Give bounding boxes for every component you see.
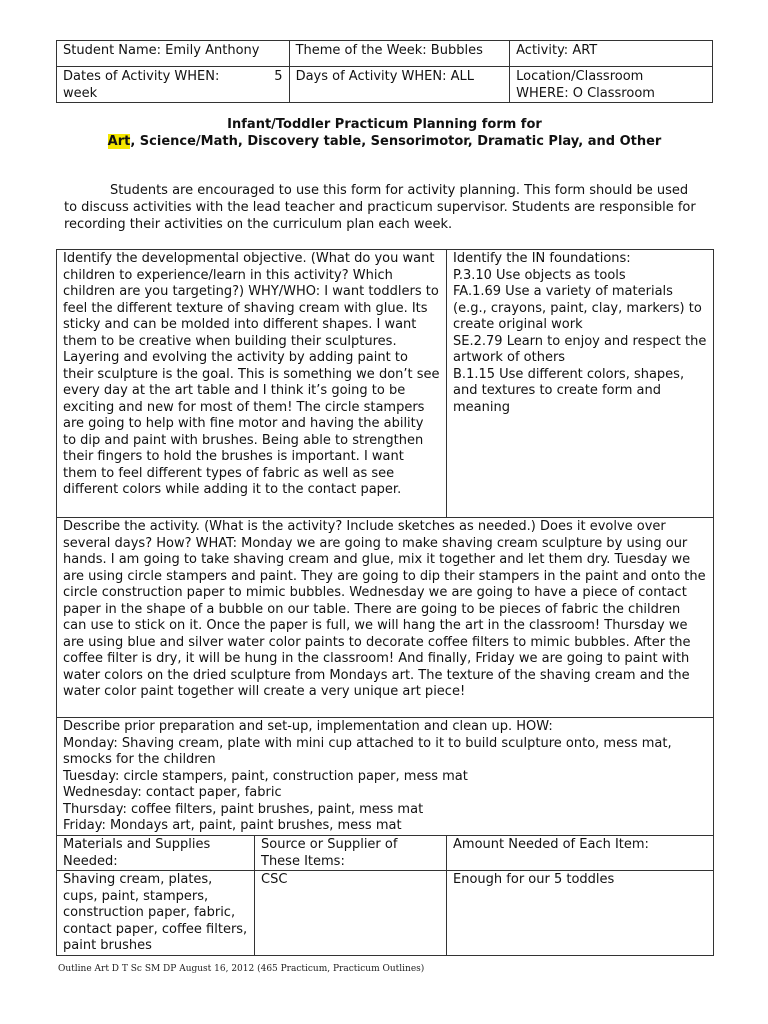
activity-cell [510,41,713,67]
days-cell [289,67,510,103]
foundation-item: B.1.15 Use different colors, shapes, and textures to create form and meaning [453,366,685,415]
describe-cell [57,518,714,718]
dates-value: 5 [274,69,283,84]
prep-day: Thursday: coffee filters, paint brushes, paint, mess mat [63,801,424,817]
prep-day: Monday: Shaving cream, plate with mini cup attached to it to build sculpture onto, mess mat, smocks for the children [63,735,672,767]
theme-cell [289,41,510,67]
dates-label: Dates of Activity WHEN: [63,69,220,84]
prep-day: Tuesday: circle stampers, paint, construction paper, mess mat [63,768,468,784]
foundation-item: FA.1.69 Use a variety of materials (e.g., crayons, paint, clay, markers) to create original work [453,284,702,332]
dates-cell [57,67,290,103]
location-line-2: WHERE: O Classroom [516,86,655,101]
amount-value [447,871,714,956]
amount-header-text: Amount Needed of Each Item: [453,837,649,852]
objective-cell [57,250,447,518]
planning-table [56,249,714,956]
materials-value-row [57,871,714,956]
prep-row [57,718,714,836]
form-title-line-2-rest: , Science/Math, Discovery table, Sensorimotor, Dramatic Play, and Other [130,134,662,149]
student-name: Student Name: Emily Anthony [63,43,260,58]
days-of-activity: Days of Activity WHEN: ALL [295,69,475,84]
art-highlight: Art [107,134,131,149]
prep-day: Wednesday: contact paper, fabric [63,785,282,800]
amount-value-text: Enough for our 5 toddles [453,872,615,887]
foundation-item: SE.2.79 Learn to enjoy and respect the artwork of others [453,333,707,365]
prep-heading: Describe prior preparation and set-up, implementation and clean up. HOW: [63,719,553,734]
foundation-item: P.3.10 Use objects as tools [453,267,626,283]
info-row-2 [57,67,713,103]
objective-row [57,250,714,518]
intro-text: Students are encouraged to use this form for activity planning. This form should be used to discuss activities with the lead teacher and practicum supervisor. Students are responsible for recording their activities on the curriculum plan each week. [64,183,696,232]
describe-text: Describe the activity. (What is the activity? Include sketches as needed.) Does it evolve over several days? How? WHAT: Monday we are going to make shaving cream sculpture by using our hands. I am going to take shaving cream and glue, mix it together and let them dry. Tuesday we are using circle stampers and paint. They are going to dip their stampers in the paint and onto the circle construction paper to mimic bubbles. Wednesday we are going to have a piece of contact paper in the shape of a bubble on our table. There are going to be pieces of fabric the children can use to stick on it. Once the paper is full, we will hang the art in the classroom! Thursday we are using blue and silver water color paints to decorate coffee filters to mimic bubbles. After the coffee filter is dry, it will be hung in the classroom! And finally, Friday we are going to paint with water colors on the dried sculpture from Mondays art. The texture of the shaving cream and the water color paint together will create a very unique art piece! [63,519,706,699]
amount-header [447,836,714,871]
source-value-text: CSC [261,872,288,887]
foundations-cell [447,250,714,518]
materials-header-row [57,836,714,871]
location-cell [510,67,713,103]
theme-of-week: Theme of the Week: Bubbles [295,43,483,58]
prep-day: Friday: Mondays art, paint, paint brushes, mess mat [63,818,402,833]
form-title [56,116,713,150]
info-row-1 [57,41,713,67]
source-value [255,871,447,956]
materials-value [57,871,255,956]
materials-value-text: Shaving cream, plates, cups, paint, stampers, construction paper, fabric, contact paper, coffee filters, paint brushes [63,872,248,953]
materials-header-text: Materials and Supplies Needed: [63,837,211,869]
dates-unit: week [63,86,98,101]
location-line-1: Location/Classroom [516,69,644,84]
foundations-heading: Identify the IN foundations: [453,251,631,266]
describe-row [57,518,714,718]
source-header-text: Source or Supplier of These Items: [261,837,398,869]
intro-paragraph [64,182,704,233]
info-table [56,40,713,103]
form-title-line-2 [56,133,713,150]
materials-header [57,836,255,871]
source-header [255,836,447,871]
activity-type: Activity: ART [516,43,598,58]
prep-cell [57,718,714,836]
student-name-cell [57,41,290,67]
form-title-line-1: Infant/Toddler Practicum Planning form for [227,117,542,132]
page-footer: Outline Art D T Sc SM DP August 16, 2012 (465 Practicum, Practicum Outlines) [58,964,425,974]
objective-text: Identify the developmental objective. (What do you want children to experience/learn in this activity? Which children are you targeting?) WHY/WHO: I want toddlers to feel the different texture of shaving cream with glue. Its sticky and can be molded into different shapes. I want them to be creative when building their sculptures. Layering and evolving the activity by adding paint to their sculpture is the goal. This is something we don’t see every day at the art table and I think it’s going to be exciting and new for most of them! The circle stampers are going to help with fine motor and having the ability to dip and paint with brushes. Being able to strengthen their fingers to hold the brushes is important. I want them to feel different types of fabric as well as see different colors while adding it to the contact paper. [63,251,440,497]
